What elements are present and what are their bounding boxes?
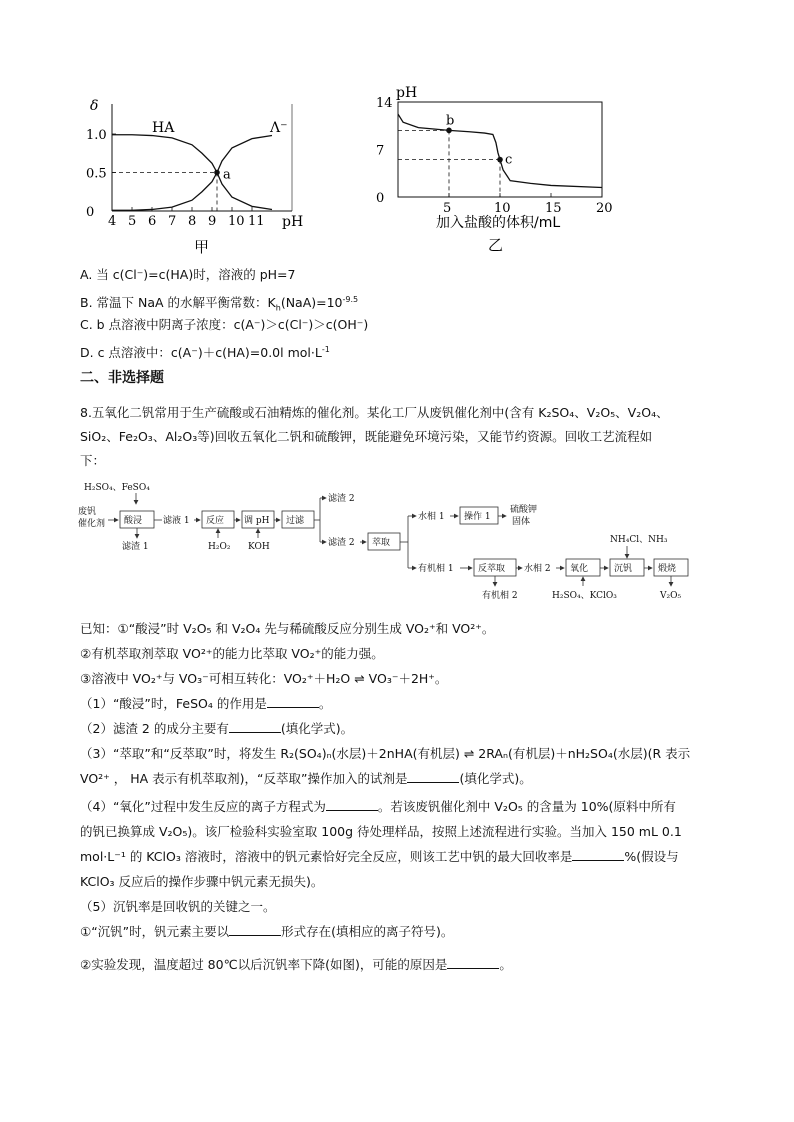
answer-blank-1[interactable] [267,695,319,708]
yi-ticks [376,96,613,216]
jia-xtick-label: 4 [108,214,117,229]
question-4c-text: mol·L⁻¹ 的 KClO₃ 溶液时，溶液中的钒元素恰好完全反应，则该工艺中钒的最大回收率是 [80,849,573,864]
question-1-end: 。 [318,696,332,711]
jia-ytick-label: 1.0 [86,128,107,143]
jia-caption: 甲 [194,238,210,256]
question-4a [80,798,676,816]
answer-blank-3[interactable] [407,770,459,783]
question-5a [80,923,453,941]
flow-acid-leach: 酸浸 [124,516,143,526]
option-d [80,341,330,362]
question-2-end: (填化学式)。 [280,721,354,736]
answer-blank-7[interactable] [447,956,499,969]
jia-ticks [86,128,265,229]
flow-product1-2: 固体 [512,517,531,527]
known-1: 已知：①“酸浸”时 V₂O₅ 和 V₂O₄ 先与稀硫酸反应分别生成 VO₂⁺和 VO²⁺。 [80,621,495,636]
option-a: A. 当 c(Cl⁻)=c(HA)时，溶液的 pH=7 [80,267,296,282]
flow-adjust-ph: 调 pH [244,516,270,526]
question-5a-text: ①“沉钒”时，钒元素主要以 [80,924,230,939]
flow-oxidize: 氧化 [570,564,589,574]
yi-xtick-label: 20 [596,201,613,216]
flow-residue1: 滤渣 1 [122,542,149,552]
question-5b-end: 。 [499,957,512,972]
jia-point-a-label: a [223,167,231,183]
yi-xtick-label: 5 [443,201,452,216]
flow-reagent-in: H₂SO₄、FeSO₄ [84,483,150,493]
jia-xlabel: pH [282,214,304,230]
known-3: ③溶液中 VO₂⁺与 VO₃⁻可相互转化：VO₂⁺＋H₂O ⇌ VO₃⁻＋2H⁺。 [80,671,448,686]
jia-ytick-label: 0 [86,205,95,220]
flow-org1: 有机相 1 [418,564,454,574]
answer-blank-2[interactable] [229,720,281,733]
option-b [80,291,358,318]
option-d-text: D. c 点溶液中：c(A⁻)＋c(HA)=0.0l mol·L [80,345,322,361]
yi-xtick-label: 10 [494,201,511,216]
yi-point-b [446,128,452,134]
flow-h2o2: H₂O₂ [208,542,231,552]
jia-xtick-label: 10 [228,214,245,229]
jia-ha-label: HA [152,120,175,136]
flow-koh: KOH [248,542,270,552]
flow-product1-1: 硫酸钾 [510,505,538,515]
question-4c [80,848,679,866]
question-1-text: （1）“酸浸”时，FeSO₄ 的作用是 [80,696,267,711]
answer-blank-4[interactable] [326,798,378,811]
yi-ytick-label: 7 [376,143,385,159]
option-b-text: B. 常温下 NaA 的水解平衡常数：K [80,295,276,311]
option-b-sub: h [275,303,281,313]
flow-op1: 操作 1 [464,512,491,522]
jia-ylabel: δ [90,98,99,114]
flow-precip: 沉钒 [614,564,633,574]
answer-blank-5[interactable] [572,848,624,861]
yi-ytick-label: 0 [376,191,385,206]
question-3b [80,770,532,788]
jia-ytick-label: 0.5 [86,166,107,182]
question-4d: KClO₃ 反应后的操作步骤中钒元素无损失)。 [80,874,324,889]
jia-xtick-label: 6 [148,214,157,229]
question-3a: （3）“萃取”和“反萃取”时，将发生 R₂(SO₄)ₙ(水层)＋2nHA(有机层) ⇌ 2RAₙ(有机层)＋nH₂SO₄(水层)(R 表示 [80,746,691,761]
question-4a-end: 。若该废钒催化剂中 V₂O₅ 的含量为 10%(原料中所有 [377,799,676,814]
question-5: （5）沉钒率是回收钒的关键之一。 [80,899,276,914]
option-b-mid: (NaA)=10 [280,295,343,311]
flow-source-1: 废钒 [78,507,97,517]
flow-extract: 萃取 [372,538,391,548]
chart-jia [82,96,322,256]
flow-aq2: 水相 2 [524,564,551,574]
jia-xtick-label: 9 [208,214,217,229]
flow-oxidizers: H₂SO₄、KClO₃ [552,591,617,601]
question-4c-end: %(假设与 [624,849,679,864]
flow-filtrate1: 滤液 1 [163,516,190,526]
q8-intro-1: 8.五氧化二钒常用于生产硫酸或石油精炼的催化剂。某化工厂从废钒催化剂中(含有 K₂SO₄、V₂O₅、V₂O₄、 [80,405,669,420]
jia-a-label: Λ⁻ [270,120,288,136]
q8-intro-3: 下： [80,453,106,468]
flow-back-extract: 反萃取 [478,564,506,574]
jia-point-a [214,170,220,176]
jia-xtick-label: 7 [168,214,177,229]
jia-xtick-label: 5 [128,214,137,229]
q8-intro-2: SiO₂、Fe₂O₃、Al₂O₃等)回收五氧化二钒和硫酸钾，既能避免环境污染，又能节约资源。回收工艺流程如 [80,429,653,444]
yi-ytick-label: 14 [376,95,393,111]
flow-residue2b: 滤渣 2 [328,538,355,548]
yi-caption: 乙 [488,236,504,254]
question-5b-text: ②实验发现，温度超过 80℃以后沉钒率下降(如图)，可能的原因是 [80,957,448,972]
flow-nh: NH₄Cl、NH₃ [610,535,668,545]
question-4b: 的钒已换算成 V₂O₅)。该厂检验科实验室取 100g 待处理样品，按照上述流程进行实验。当加入 150 mL 0.1 [80,824,682,839]
process-flowchart [76,476,716,608]
flow-aq1: 水相 1 [418,512,445,522]
option-d-sup: -1 [321,345,330,354]
section-title: 二、非选择题 [80,370,164,386]
flow-react: 反应 [206,516,225,526]
jia-xtick-label: 8 [188,214,197,229]
jia-xtick-label: 11 [248,214,265,229]
chart-yi [366,84,626,256]
option-c: C. b 点溶液中阴离子浓度：c(A⁻)＞c(Cl⁻)＞c(OH⁻) [80,317,369,332]
flow-source-2: 催化剂 [78,519,106,529]
yi-ylabel: pH [396,85,418,101]
yi-point-c-label: c [505,152,513,168]
yi-point-b-label: b [446,113,455,129]
question-5b [80,956,512,974]
question-4a-text: （4）“氧化”过程中发生反应的离子方程式为 [80,799,326,814]
question-1 [80,695,331,713]
flow-org2: 有机相 2 [482,591,518,601]
yi-xlabel: 加入盐酸的体积/mL [436,215,561,231]
flow-product2: V₂O₅ [660,591,682,601]
question-2-text: （2）滤渣 2 的成分主要有 [80,721,229,736]
question-5a-end: 形式存在(填相应的离子符号)。 [281,924,454,939]
flow-filter: 过滤 [286,516,305,526]
flow-residue2: 滤渣 2 [328,494,355,504]
question-2 [80,720,353,738]
yi-xtick-label: 15 [545,201,562,216]
answer-blank-6[interactable] [229,923,281,936]
known-2: ②有机萃取剂萃取 VO²⁺的能力比萃取 VO₂⁺的能力强。 [80,646,384,661]
flow-calcine: 煅烧 [658,564,677,574]
yi-point-c [497,157,503,163]
option-b-sup: -9.5 [342,295,359,304]
jia-axes [112,104,292,211]
question-3b-end: (填化学式)。 [459,771,532,786]
question-3b-text: VO²⁺ ， HA 表示有机萃取剂)，“反萃取”操作加入的试剂是 [80,771,408,786]
